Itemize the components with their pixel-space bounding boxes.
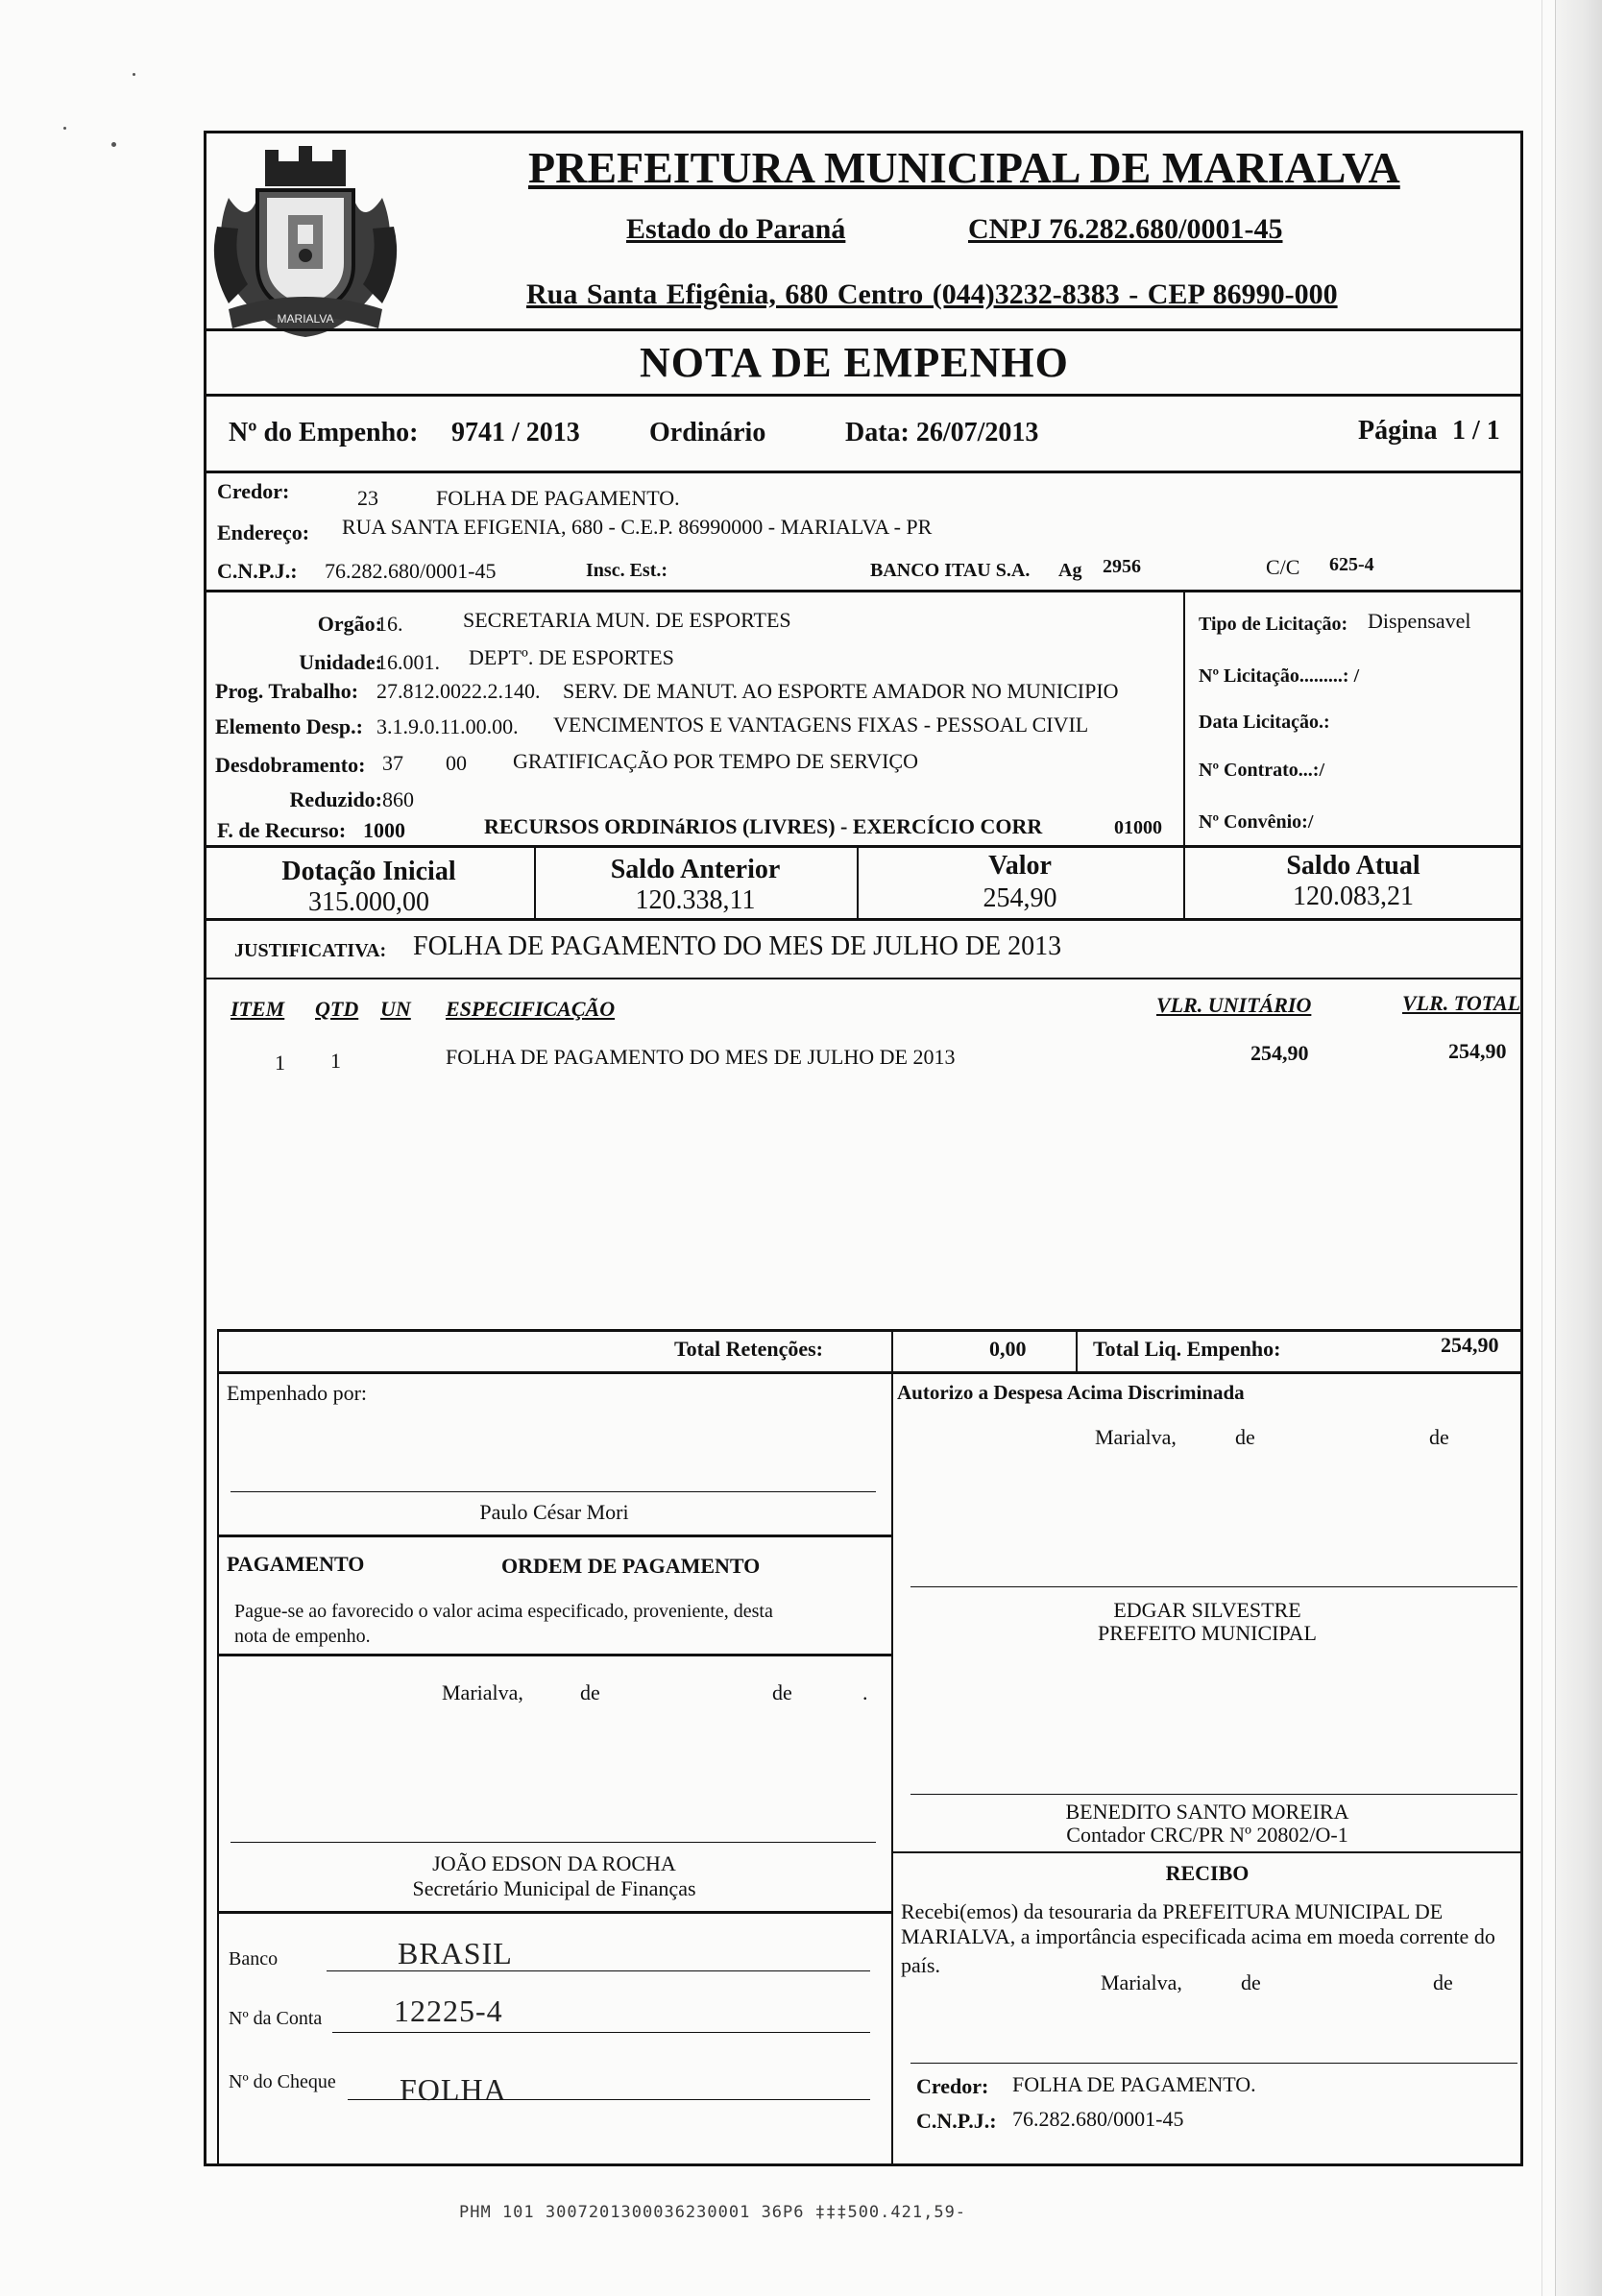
valor-label: Valor: [988, 851, 1052, 881]
col-un-header: UN: [380, 997, 411, 1021]
recibo-credor-label: Credor:: [916, 2074, 989, 2098]
column-divider: [891, 1371, 893, 2164]
endereco-value: RUA SANTA EFIGENIA, 680 - C.E.P. 86990000 - MARIALVA - PR: [342, 515, 933, 539]
coat-of-arms-icon: [209, 140, 401, 340]
contador-name: BENEDITO SANTO MOREIRA: [1065, 1800, 1349, 1824]
recibo-de-2: de: [1433, 1970, 1453, 1994]
divider: [204, 590, 1523, 592]
pagamento-de-1: de: [580, 1680, 600, 1704]
divider: [217, 1911, 891, 1914]
autorizo-de-2: de: [1429, 1425, 1449, 1449]
divider: [204, 918, 1523, 921]
recibo-text-1: Recebi(emos) da tesouraria da PREFEITURA MUNICIPAL DE: [901, 1899, 1444, 1923]
col-vlr-unitario-header: VLR. UNITÁRIO: [1156, 993, 1312, 1017]
fonte-recurso-name: RECURSOS ORDINáRIOS (LIVRES) - EXERCÍCIO CORR: [484, 814, 1043, 838]
fonte-recurso-label: F. de Recurso:: [217, 818, 347, 842]
cheque-value: FOLHA: [400, 2072, 507, 2107]
recibo-place: Marialva,: [1101, 1970, 1182, 1994]
credor-label: Credor:: [217, 479, 290, 503]
recibo-de-1: de: [1241, 1970, 1261, 1994]
desdobramento-a: 37: [382, 751, 403, 775]
prog-trabalho-code: 27.812.0022.2.140.: [376, 679, 541, 703]
justificativa-text: FOLHA DE PAGAMENTO DO MES DE JULHO DE 2013: [413, 931, 1062, 961]
divider: [204, 978, 1523, 979]
empenhado-por-label: Empenhado por:: [227, 1381, 368, 1405]
prog-trabalho-label: Prog. Trabalho:: [215, 679, 359, 703]
tipo-licitacao-label: Tipo de Licitação:: [1199, 614, 1348, 635]
fonte-recurso-number: 01000: [1114, 817, 1162, 838]
contador-title: Contador CRC/PR Nº 20802/O-1: [1066, 1823, 1348, 1847]
pagamento-text-2: nota de empenho.: [234, 1626, 371, 1647]
prog-trabalho-name: SERV. DE MANUT. AO ESPORTE AMADOR NO MUNICIPIO: [563, 679, 1119, 703]
total-retencoes-value: 0,00: [989, 1337, 1027, 1361]
signature-line: [910, 1586, 1517, 1587]
divider: [891, 1851, 1523, 1853]
secretario-name: JOÃO EDSON DA ROCHA: [432, 1851, 676, 1875]
banco-line: [327, 1970, 870, 1971]
prefeito-name: EDGAR SILVESTRE: [1113, 1598, 1301, 1622]
tipo-licitacao-value: Dispensavel: [1368, 609, 1471, 633]
total-retencoes-label: Total Retenções:: [674, 1337, 823, 1361]
page-number: 1 / 1: [1452, 416, 1500, 446]
total-liquido-value: 254,90: [1441, 1333, 1499, 1357]
valor-value: 254,90: [983, 883, 1057, 913]
saldo-atual-label: Saldo Atual: [1286, 851, 1420, 881]
scan-speck: [111, 142, 116, 147]
empenho-date: Data: 26/07/2013: [845, 418, 1039, 447]
desdobramento-name: GRATIFICAÇÃO POR TEMPO DE SERVIÇO: [513, 749, 918, 773]
divider: [217, 1654, 891, 1656]
page-crease: [1541, 0, 1542, 2296]
cheque-line: [348, 2099, 870, 2100]
credor-cnpj: 76.282.680/0001-45: [325, 559, 497, 583]
total-liquido-label: Total Liq. Empenho:: [1093, 1337, 1281, 1361]
divider: [204, 394, 1523, 397]
orgao-label: Orgão:: [317, 612, 382, 636]
empenho-type: Ordinário: [649, 418, 766, 447]
credor-name: FOLHA DE PAGAMENTO.: [436, 486, 680, 510]
empenho-number-label: Nº do Empenho:: [229, 418, 419, 447]
row-item: 1: [275, 1051, 285, 1075]
column-divider: [1183, 590, 1185, 847]
banco-value: BRASIL: [398, 1936, 513, 1970]
col-especificacao-header: ESPECIFICAÇÃO: [446, 997, 616, 1021]
fonte-recurso-code: 1000: [363, 818, 405, 842]
reduzido-label: Reduzido:: [289, 787, 382, 811]
scan-speck: [133, 73, 135, 76]
autorizo-de-1: de: [1235, 1425, 1255, 1449]
recibo-text-3: país.: [901, 1953, 940, 1977]
orgao-name: SECRETARIA MUN. DE ESPORTES: [463, 608, 791, 632]
unidade-name: DEPTº. DE ESPORTES: [469, 645, 674, 669]
col-item-header: ITEM: [231, 997, 285, 1021]
header-cnpj: CNPJ 76.282.680/0001-45: [968, 213, 1283, 245]
paper-edge: [1555, 0, 1602, 2296]
signature-line: [910, 1794, 1517, 1795]
svg-text:MARIALVA: MARIALVA: [277, 312, 334, 326]
column-divider: [1076, 1329, 1078, 1373]
cc-number: 625-4: [1329, 554, 1374, 575]
col-vlr-total-header: VLR. TOTAL: [1402, 991, 1521, 1015]
column-divider: [217, 1329, 219, 1373]
agency-number: 2956: [1103, 556, 1141, 577]
elemento-code: 3.1.9.0.11.00.00.: [376, 714, 519, 738]
column-divider: [217, 1371, 219, 2164]
row-vlr-total: 254,90: [1448, 1039, 1507, 1063]
bank-name: BANCO ITAU S.A.: [870, 560, 1031, 581]
dotacao-inicial-label: Dotação Inicial: [281, 857, 456, 886]
row-vlr-unitario: 254,90: [1250, 1041, 1309, 1065]
credor-code: 23: [357, 486, 378, 510]
elemento-label: Elemento Desp.:: [215, 714, 363, 738]
unidade-label: Unidade:: [299, 650, 382, 674]
column-divider: [891, 1329, 893, 1373]
page-title: PREFEITURA MUNICIPAL DE MARIALVA: [528, 143, 1400, 192]
banco-label: Banco: [229, 1948, 279, 1970]
signature-line: [910, 2063, 1517, 2064]
cc-label: C/C: [1266, 555, 1300, 579]
divider: [217, 1329, 1523, 1332]
divider: [204, 845, 1523, 848]
divider: [217, 1371, 1523, 1374]
pagamento-de-2: de: [772, 1680, 792, 1704]
saldo-anterior-label: Saldo Anterior: [610, 855, 781, 884]
empenhado-por-name: Paulo César Mori: [479, 1500, 629, 1524]
signature-line: [231, 1491, 876, 1492]
numero-licitacao: Nº Licitação.........: /: [1199, 665, 1360, 687]
elemento-name: VENCIMENTOS E VANTAGENS FIXAS - PESSOAL CIVIL: [553, 713, 1089, 737]
unidade-code: 16.001.: [376, 650, 440, 674]
empenho-number: 9741 / 2013: [451, 418, 580, 447]
recibo-cnpj-label: C.N.P.J.:: [916, 2109, 997, 2133]
divider: [204, 328, 1523, 331]
autorizo-label: Autorizo a Despesa Acima Discriminada: [897, 1381, 1245, 1404]
reduzido-value: 860: [382, 787, 414, 811]
prefeito-title: PREFEITO MUNICIPAL: [1098, 1621, 1317, 1645]
divider: [217, 1535, 891, 1537]
conta-value: 12225-4: [394, 1994, 503, 2028]
micr-line: PHM 101 3007201300036230001 36P6 ‡‡‡500.421,59-: [459, 2203, 967, 2222]
desdobramento-label: Desdobramento:: [215, 753, 366, 777]
numero-contrato: Nº Contrato...:/: [1199, 760, 1325, 781]
row-qtd: 1: [330, 1049, 341, 1073]
recibo-credor-name: FOLHA DE PAGAMENTO.: [1012, 2072, 1256, 2096]
credor-cnpj-label: C.N.P.J.:: [217, 559, 298, 583]
header-address: Rua Santa Efigênia, 680 Centro (044)3232-8383 - CEP 86990-000: [526, 278, 1338, 310]
pagamento-period: .: [862, 1680, 868, 1704]
endereco-label: Endereço:: [217, 520, 310, 544]
saldo-atual-value: 120.083,21: [1293, 882, 1414, 911]
recibo-text-2: MARIALVA, a importância especificada acima em moeda corrente do: [901, 1924, 1495, 1948]
autorizo-place: Marialva,: [1095, 1425, 1177, 1449]
ordem-pagamento-label: ORDEM DE PAGAMENTO: [501, 1554, 761, 1578]
page-label: Página: [1358, 416, 1438, 446]
pagamento-label: PAGAMENTO: [227, 1552, 365, 1576]
conta-label: Nº da Conta: [229, 2008, 323, 2029]
insc-est-label: Insc. Est.:: [586, 560, 668, 581]
data-licitacao: Data Licitação.:: [1199, 712, 1330, 733]
row-especificacao: FOLHA DE PAGAMENTO DO MES DE JULHO DE 2013: [446, 1045, 956, 1069]
divider: [204, 471, 1523, 473]
cheque-label: Nº do Cheque: [229, 2071, 336, 2092]
agency-label: Ag: [1058, 560, 1082, 581]
pagamento-place: Marialva,: [442, 1680, 523, 1704]
secretario-title: Secretário Municipal de Finanças: [412, 1876, 696, 1900]
saldo-anterior-value: 120.338,11: [635, 885, 756, 915]
recibo-label: RECIBO: [1165, 1861, 1250, 1885]
conta-line: [332, 2032, 870, 2033]
signature-line: [231, 1842, 876, 1843]
document-title: NOTA DE EMPENHO: [640, 339, 1069, 386]
col-qtd-header: QTD: [315, 997, 359, 1021]
scan-speck: [63, 127, 66, 130]
numero-convenio: Nº Convênio:/: [1199, 811, 1314, 833]
justificativa-label: JUSTIFICATIVA:: [234, 940, 387, 961]
pagamento-text-1: Pague-se ao favorecido o valor acima especificado, proveniente, desta: [234, 1601, 773, 1622]
recibo-cnpj-value: 76.282.680/0001-45: [1012, 2107, 1184, 2131]
dotacao-inicial-value: 315.000,00: [308, 887, 429, 917]
orgao-code: 16.: [376, 612, 403, 636]
desdobramento-b: 00: [446, 751, 467, 775]
state-label: Estado do Paraná: [626, 213, 846, 245]
